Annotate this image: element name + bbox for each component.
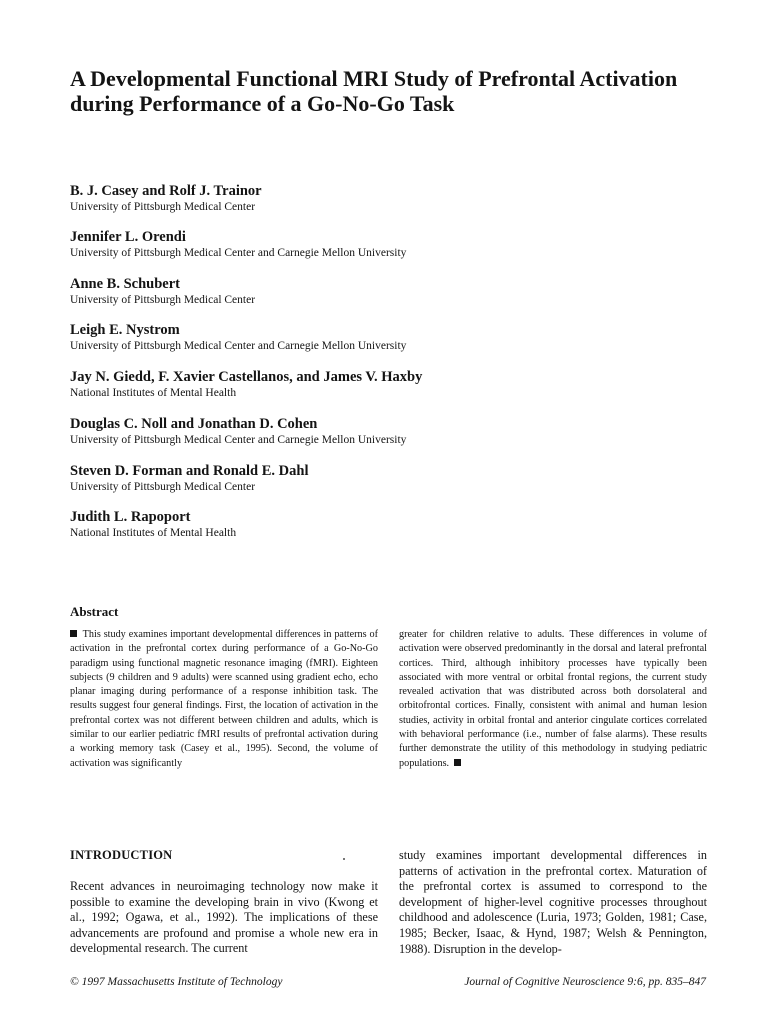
- author-name: B. J. Casey and Rolf J. Trainor: [70, 183, 262, 199]
- section-marker-square: [70, 630, 77, 637]
- author-block: [70, 508, 710, 541]
- author-name: Anne B. Schubert: [70, 276, 180, 292]
- paper-title: A Developmental Functional MRI Study of Prefrontal Activation during Performance of a Go-No-Go Task: [70, 66, 678, 116]
- author-block: [70, 228, 710, 261]
- author-name: Douglas C. Noll and Jonathan D. Cohen: [70, 416, 318, 432]
- end-marker-square: [454, 759, 461, 766]
- abstract-text-left: This study examines important developmental differences in patterns of activation in the prefrontal cortex during performance of a Go-No-Go paradigm using functional magnetic resonance imaging (fMRI). Eighteen subjects (9 children and 9 adults) were scanned using gradient echo, echo planar imaging during performance of a response inhibition task. The results suggest four general findings. First, the location of activation in the prefrontal cortex was not different between children and adults, which is similar to our earlier pediatric fMRI results of prefrontal activation during a working memory task (Casey et al., 1995). Second, the volume of activation was significantly: [70, 629, 378, 769]
- copyright-footer: © 1997 Massachusetts Institute of Technology: [70, 976, 283, 988]
- author-affiliation: University of Pittsburgh Medical Center: [70, 201, 256, 213]
- abstract-column-right: [399, 628, 707, 771]
- abstract-text-right: greater for children relative to adults. These differences in volume of activation were observed predominantly in the dorsal and lateral prefrontal cortices. Third, although inhibitory processes have typically been associated with more ventral or orbital frontal regions, the current study revealed activation that was distributed across both dorsolateral and orbitofrontal cortices. Finally, consistent with animal and human lesion studies, activity in orbital frontal and anterior cingulate cortices correlated with behavioral performance (i.e., number of false alarms). These results further demonstrate the utility of this methodology in studying pediatric populations.: [399, 629, 707, 769]
- author-block: [70, 275, 710, 308]
- author-affiliation: University of Pittsburgh Medical Center: [70, 294, 256, 306]
- author-block: [70, 321, 710, 354]
- author-affiliation: University of Pittsburgh Medical Center: [70, 481, 256, 493]
- journal-citation-footer: Journal of Cognitive Neuroscience 9:6, pp. 835–847: [464, 976, 706, 988]
- author-affiliation: University of Pittsburgh Medical Center and Carnegie Mellon University: [70, 434, 407, 446]
- introduction-heading: INTRODUCTION: [70, 848, 173, 862]
- introduction-column-right: study examines important developmental differences in patterns of activation in the prefrontal cortex. Maturation of the prefrontal cortex is assumed to correspond to the development of higher-level cognitive processes throughout childhood and adolescence (Luria, 1973; Golden, 1981; Case, 1985; Becker, Isaac, & Hynd, 1987; Welsh & Pennington, 1988). Disruption in the develop-: [399, 848, 707, 956]
- abstract-heading: Abstract: [70, 604, 119, 619]
- abstract-column-left: [70, 628, 378, 771]
- author-affiliation: University of Pittsburgh Medical Center and Carnegie Mellon University: [70, 247, 407, 259]
- author-name: Jennifer L. Orendi: [70, 229, 186, 245]
- author-name: Leigh E. Nystrom: [70, 322, 180, 338]
- speck: [343, 858, 345, 860]
- author-block: [70, 182, 710, 215]
- author-affiliation: University of Pittsburgh Medical Center and Carnegie Mellon University: [70, 340, 407, 352]
- author-block: [70, 368, 710, 401]
- author-block: [70, 462, 710, 495]
- author-affiliation: National Institutes of Mental Health: [70, 387, 237, 399]
- author-block: [70, 415, 710, 448]
- author-name: Judith L. Rapoport: [70, 509, 191, 525]
- introduction-column-left: Recent advances in neuroimaging technology now make it possible to examine the developing brain in vivo (Kwong et al., 1992; Ogawa, et al., 1992). The implications of these advancements are profound and promise a whole new era in developmental research. The current: [70, 879, 378, 956]
- author-name: Jay N. Giedd, F. Xavier Castellanos, and James V. Haxby: [70, 369, 423, 385]
- author-name: Steven D. Forman and Ronald E. Dahl: [70, 463, 309, 479]
- author-affiliation: National Institutes of Mental Health: [70, 527, 237, 539]
